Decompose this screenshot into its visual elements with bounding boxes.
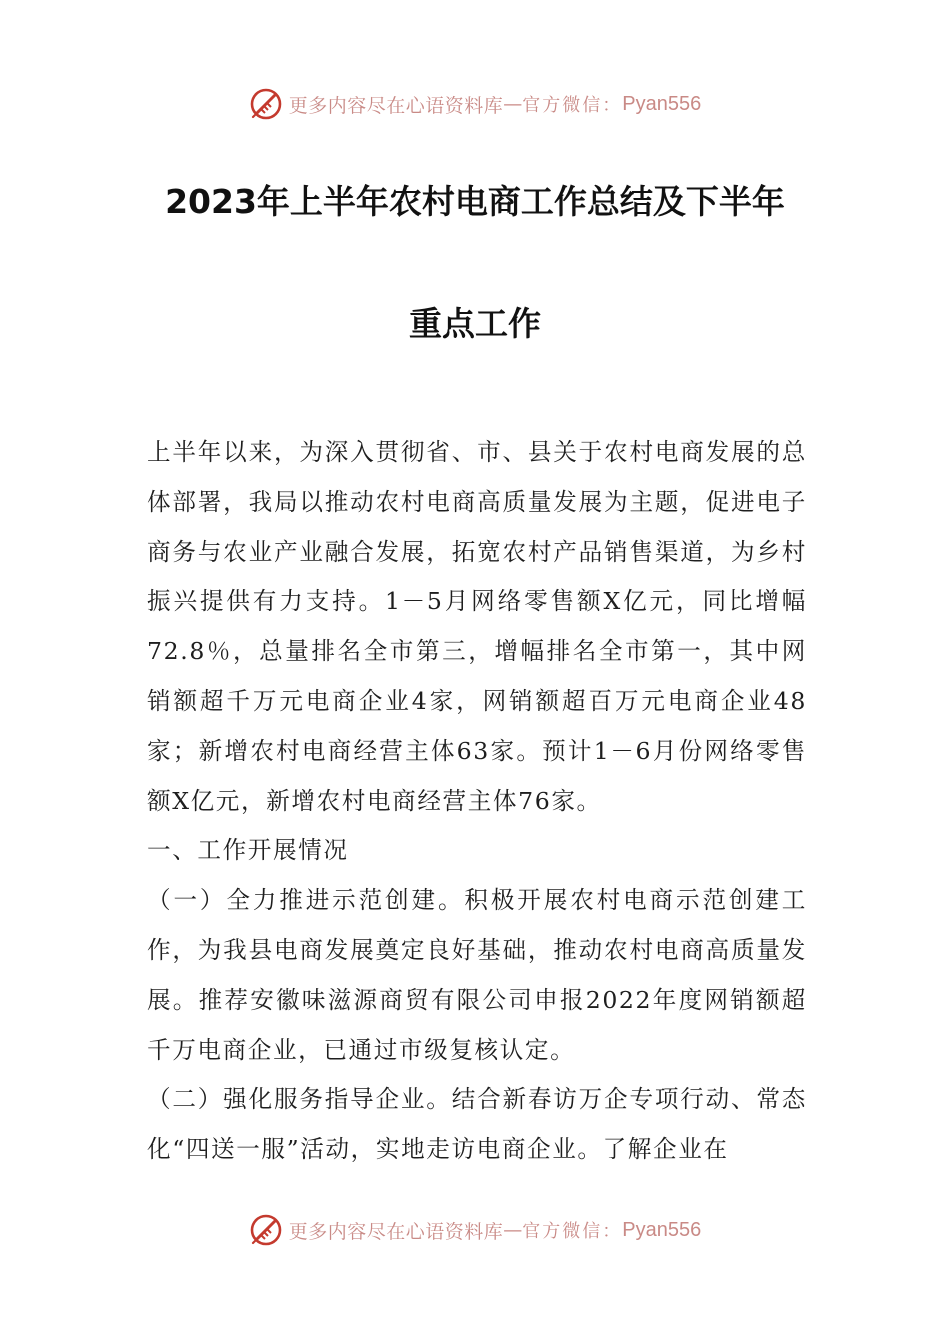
section-heading: 一、工作开展情况	[147, 836, 349, 865]
quill-logo-icon	[249, 1213, 283, 1247]
document-title-line1: 2023年上半年农村电商工作总结及下半年	[165, 182, 785, 221]
document-body	[147, 428, 807, 1175]
watermark-wechat-id: Pyan556	[622, 1218, 702, 1241]
document-title-line2: 重点工作	[409, 304, 541, 343]
watermark-separator: —	[503, 1219, 523, 1241]
quill-logo-icon	[249, 87, 283, 121]
watermark-wechat-label: 官方微信：	[522, 1221, 623, 1242]
intro-paragraph: 上半年以来，为深入贯彻省、市、县关于农村电商发展的总体部署，我局以推动农村电商高质量发展为主题，促进电子商务与农业产业融合发展，拓宽农村产品销售渠道，为乡村振兴提供有力支持。1－5月网络零售额X亿元，同比增幅72.8％，总量排名全市第三，增幅排名全市第一，其中网销额超千万元电商企业4家，网销额超百万元电商企业48家；新增农村电商经营主体63家。预计1－6月份网络零售额X亿元，新增农村电商经营主体76家。	[147, 438, 807, 815]
watermark-text: 更多内容尽在心语资料库	[288, 94, 504, 117]
watermark-banner-bottom	[0, 1210, 950, 1250]
watermark-wechat-label: 官方微信：	[522, 95, 623, 116]
watermark-separator: —	[503, 93, 523, 115]
watermark-text: 更多内容尽在心语资料库	[288, 1220, 504, 1243]
watermark-wechat-id: Pyan556	[622, 92, 702, 115]
watermark-banner-top	[0, 84, 950, 124]
subsection-paragraph-1: （一）全力推进示范创建。积极开展农村电商示范创建工作，为我县电商发展奠定良好基础，推动农村电商高质量发展。推荐安徽味滋源商贸有限公司申报2022年度网销额超千万电商企业，已通过市级复核认定。	[147, 886, 807, 1064]
subsection-paragraph-2: （二）强化服务指导企业。结合新春访万企专项行动、常态化“四送一服”活动，实地走访电商企业。了解企业在	[147, 1085, 807, 1164]
